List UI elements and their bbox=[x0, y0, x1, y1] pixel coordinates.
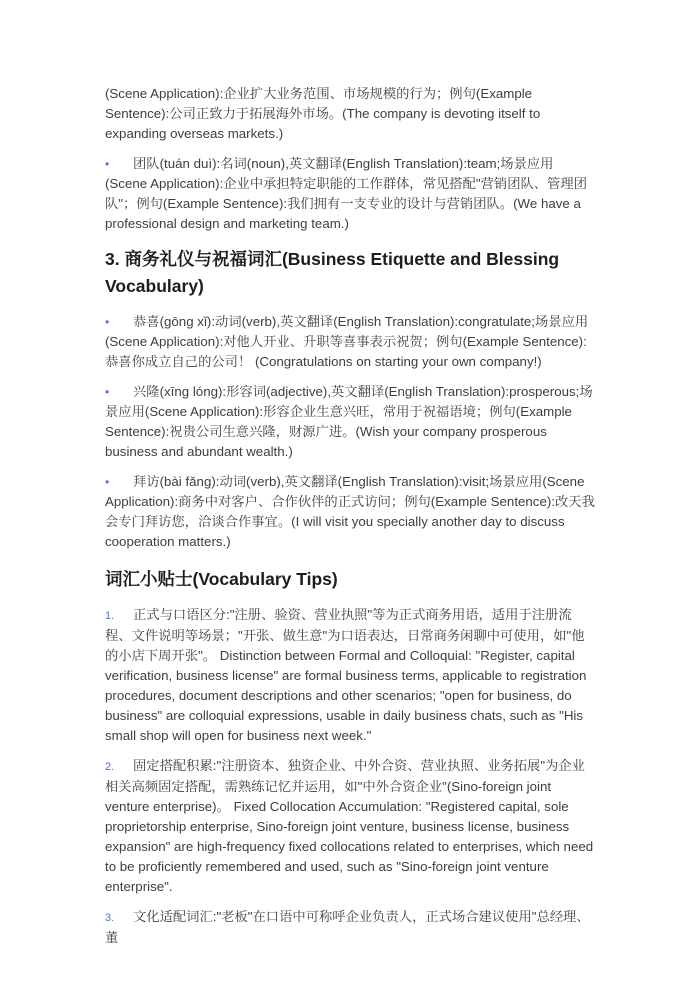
list-item-baifang bbox=[105, 472, 595, 552]
list-number: 1. bbox=[105, 610, 115, 622]
list-item-text: 正式与口语区分:"注册、验资、营业执照"等为正式商务用语，适用于注册流程、文件说明等场景；"开张、做生意"为口语表达，日常商务闲聊中可使用，如"他的小店下周开张"。 Distinction between Formal and Colloquial: "Register, capital verification, business license" are formal business terms, applicable to registration procedures, document descriptions and other scenarios; "open for business, do business" are colloquial expressions, usable in daily business chats, such as "His small shop will open for business next week." bbox=[105, 607, 587, 743]
numbered-item-1 bbox=[105, 605, 595, 746]
list-item-text: 团队(tuán duì):名词(noun),英文翻译(English Translation):team;场景应用(Scene Application):企业中承担特定职能的工作群体，常见搭配"营销团队、管理团队"；例句(Example Sentence):我们拥有一支专业的设计与营销团队。(We have a professional design and marketing team.) bbox=[105, 156, 587, 231]
vocabulary-tips-heading: 词汇小贴士(Vocabulary Tips) bbox=[105, 569, 338, 589]
paragraph-scene-application: (Scene Application):企业扩大业务范围、市场规模的行为；例句(Example Sentence):公司正致力于拓展海外市场。(The company is devoting itself to expanding overseas markets.) bbox=[105, 86, 541, 141]
list-item-text: 兴隆(xīng lóng):形容词(adjective),英文翻译(English Translation):prosperous;场景应用(Scene Application):形容企业生意兴旺，常用于祝福语境；例句(Example Sentence):祝贵公司生意兴隆，财源广进。(Wish your company prosperous business and abundant wealth.) bbox=[105, 384, 593, 459]
list-item-text: 固定搭配积累:"注册资本、独资企业、中外合资、营业执照、业务拓展"为企业相关高频固定搭配，需熟练记忆并运用，如"中外合资企业"(Sino-foreign joint venture enterprise)。 Fixed Collocation Accumulation: "Registered capital, sole proprietorship enterprise, Sino-foreign joint venture, business license, business expansion" are high-frequency fixed collocations related to enterprises, which need to be proficiently remembered and used, such as "Sino-foreign joint venture enterprise". bbox=[105, 758, 594, 894]
bullet-icon: • bbox=[105, 315, 110, 329]
numbered-item-3 bbox=[105, 907, 595, 948]
list-item-team bbox=[105, 154, 595, 234]
section-3-heading: 3. 商务礼仪与祝福词汇(Business Etiquette and Blessing Vocabulary) bbox=[105, 249, 560, 296]
bullet-icon: • bbox=[105, 157, 110, 171]
list-item-text: 文化适配词汇:"老板"在口语中可称呼企业负责人，正式场合建议使用"总经理、董 bbox=[105, 909, 590, 945]
bullet-icon: • bbox=[105, 385, 110, 399]
list-number: 2. bbox=[105, 761, 115, 773]
list-item-text: 恭喜(gōng xǐ):动词(verb),英文翻译(English Translation):congratulate;场景应用(Scene Application):对他人开业、升职等喜事表示祝贺；例句(Example Sentence):恭喜你成立自己的公司！ (Congratulations on starting your own company!) bbox=[105, 314, 589, 369]
list-item-xinglong bbox=[105, 382, 595, 462]
bullet-icon: • bbox=[105, 475, 110, 489]
numbered-item-2 bbox=[105, 756, 595, 897]
list-item-text: 拜访(bài fǎng):动词(verb),英文翻译(English Translation):visit;场景应用(Scene Application):商务中对客户、合作伙伴的正式访问；例句(Example Sentence):改天我会专门拜访您，洽谈合作事宜。(I will visit you specially another day to discuss cooperation matters.) bbox=[105, 474, 595, 549]
list-item-gongxi bbox=[105, 312, 595, 372]
list-number: 3. bbox=[105, 912, 115, 924]
